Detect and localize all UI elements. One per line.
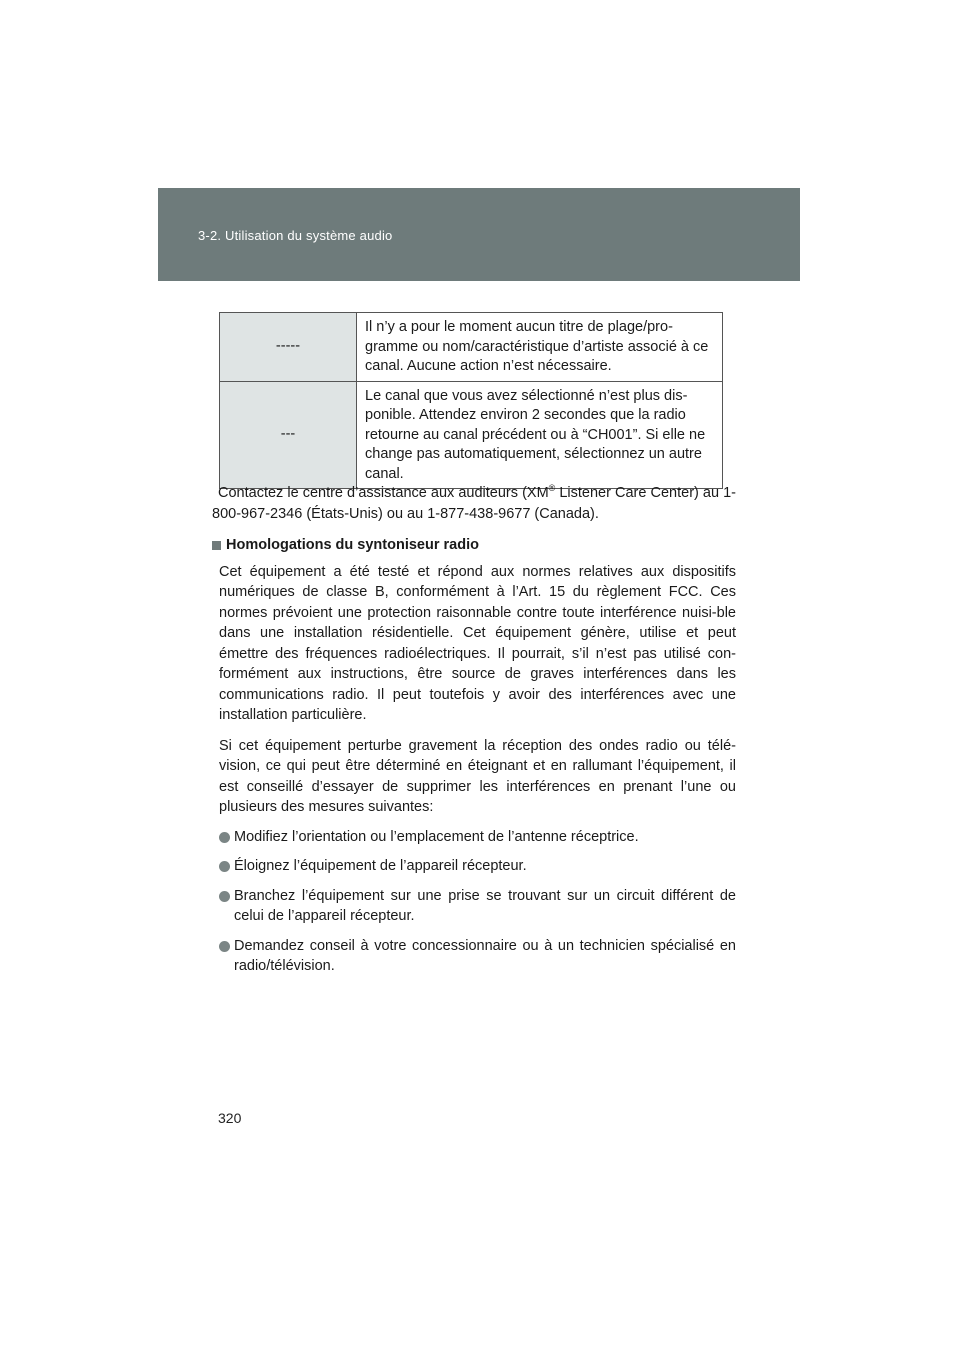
section-title: 3-2. Utilisation du système audio (198, 228, 393, 243)
registered-mark: ® (548, 483, 556, 494)
list-item (212, 856, 736, 877)
list-item-text: Modifiez l’orientation ou l’emplacement de l’antenne réceptrice. (234, 828, 639, 845)
contact-paragraph (212, 483, 736, 524)
message-description: Il n’y a pour le moment aucun titre de plage/pro-gramme ou nom/caractéristique d’artiste associé à ce canal. Aucune action n’est nécessaire. (357, 313, 723, 382)
header-band (158, 188, 800, 281)
section-heading (212, 535, 736, 556)
list-item-text: Éloignez l’équipement de l’appareil récepteur. (234, 858, 527, 874)
list-item-text: Demandez conseil à votre concessionnaire ou à un technicien spécialisé en radio/télévision. (234, 937, 736, 974)
message-code: --- (220, 381, 357, 489)
square-bullet-icon (212, 541, 221, 550)
body-paragraph: Si cet équipement perturbe gravement la réception des ondes radio ou télé-vision, ce qui peut être déterminé en éteignant et en rallumant l’équipement, il est conseillé d’essayer de supprimer les interférences en prenant l’une ou plusieurs des mesures suivantes: (219, 737, 736, 815)
main-content (212, 483, 736, 977)
table-row (220, 313, 723, 382)
round-bullet-icon (219, 941, 230, 952)
page-number: 320 (218, 1110, 242, 1126)
list-item (212, 936, 736, 977)
message-code: ----- (220, 313, 357, 382)
list-item (212, 886, 736, 927)
section-heading-text: Homologations du syntoniseur radio (226, 537, 479, 553)
contact-text-start: Contactez le centre d’assistance aux auditeurs (XM (218, 485, 549, 501)
contact-text-end: Listener Care Center) au 1-800-967-2346 (États-Unis) ou au 1-877-438-9677 (Canada). (212, 485, 736, 522)
message-description: Le canal que vous avez sélectionné n’est plus dis-ponible. Attendez environ 2 secondes que la radio retourne au canal précédent ou à “CH001”. Si elle ne change pas automatiquement, sélectionnez un autre canal. (357, 381, 723, 489)
round-bullet-icon (219, 861, 230, 872)
body-paragraph: Cet équipement a été testé et répond aux normes relatives aux dispositifs numériques de classe B, conformément à l’Art. 15 du règlement FCC. Ces normes prévoient une protection raisonnable contre toute interférence nuisi-ble dans une installation résidentielle. Cet équipement génère, utilise et peut émettre des fréquences radioélectriques. Il pourrait, s’il n’est pas utilisé con-formément aux instructions, être source de graves interférences dans les communications radio. Il peut toutefois y avoir des interférences avec une installation particulière. (219, 563, 736, 723)
table-row (220, 381, 723, 489)
round-bullet-icon (219, 891, 230, 902)
round-bullet-icon (219, 832, 230, 843)
message-table (219, 312, 723, 489)
list-item (212, 827, 736, 848)
list-item-text: Branchez l’équipement sur une prise se trouvant sur un circuit différent de celui de l’appareil récepteur. (234, 887, 736, 924)
